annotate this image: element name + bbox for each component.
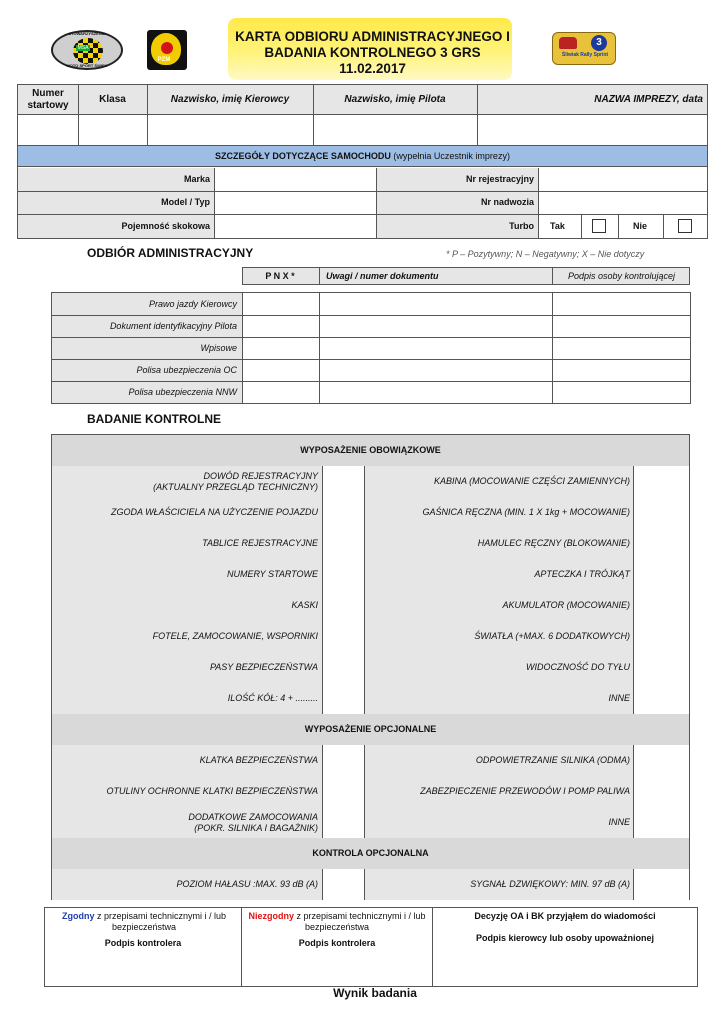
inspection-item-label: WIDOCZNOŚĆ DO TYŁU [525, 662, 630, 672]
divider [322, 621, 323, 652]
divider [319, 267, 320, 285]
nok-word: Niezgodny [248, 911, 294, 921]
vin-label: Nr nadwozia [480, 197, 534, 207]
inspection-item-label: APTECZKA I TRÓJKĄT [534, 569, 630, 579]
inspection-item-label: SYGNAŁ DZWIĘKOWY: MIN. 97 dB (A) [470, 879, 630, 889]
signature-table [44, 907, 698, 987]
divider [633, 776, 634, 807]
col-pnx: P N X * [265, 271, 295, 281]
inspection-item-label: GAŚNICA RĘCZNA (MIN. 1 X 1kg + MOCOWANIE) [422, 507, 630, 517]
turbo-yes-checkbox[interactable] [592, 219, 606, 233]
car-section-header [18, 146, 707, 167]
inspection-check-right[interactable] [633, 590, 689, 621]
nok-rest: z przepisami technicznymi i / lub bezpieczeństwa [293, 911, 426, 932]
divider [322, 497, 323, 528]
msa-checker-icon [73, 38, 103, 64]
inspection-title: BADANIE KONTROLNE [87, 412, 221, 426]
divider [322, 776, 323, 807]
col-sign: Podpis osoby kontrolującej [567, 271, 676, 281]
inspection-item-label: AKUMULATOR (MOCOWANIE) [502, 600, 630, 610]
rally-car-icon [559, 37, 577, 49]
inspection-check-left[interactable] [322, 590, 364, 621]
divider [633, 528, 634, 559]
divider [633, 621, 634, 652]
result-label: Wynik badania [333, 986, 417, 1000]
divider [364, 590, 365, 621]
divider [322, 590, 323, 621]
inspection-check-right[interactable] [633, 776, 689, 807]
decision-sign-label: Podpis kierowcy lub osoby upoważnionej [475, 933, 655, 943]
inspection-table [51, 434, 690, 900]
model-label: Model / Typ [161, 197, 210, 207]
event-input[interactable] [478, 116, 707, 145]
inspection-item-label: TABLICE REJESTRACYJNE [202, 538, 318, 548]
divider [319, 293, 320, 403]
admin-row-label: Wpisowe [200, 343, 237, 353]
admin-row-label: Prawo jazdy Kierowcy [148, 299, 237, 309]
divider [633, 559, 634, 590]
divider [618, 215, 619, 238]
inspection-check-left[interactable] [322, 869, 364, 900]
pzm-logo [147, 30, 187, 70]
col-event: NAZWA IMPREZY, data [594, 94, 703, 105]
ok-rest: z przepisami technicznymi i / lub bezpieczeństwa [94, 911, 227, 932]
divider [364, 683, 365, 714]
divider [242, 293, 243, 403]
ok-sign-label: Podpis kontrolera [104, 938, 182, 948]
turbo-no-checkbox[interactable] [678, 219, 692, 233]
title-date: 11.02.2017 [339, 61, 406, 76]
rally-logo [552, 32, 616, 65]
inspection-check-right[interactable] [633, 466, 689, 497]
inspection-item-label: INNE [608, 817, 630, 827]
turbo-label: Turbo [509, 221, 534, 231]
nok-sign-label: Podpis kontrolera [298, 938, 376, 948]
inspection-item-label: INNE [608, 693, 630, 703]
inspection-item-label: ODPOWIETRZANIE SILNIKA (ODMA) [475, 755, 630, 765]
driver-input[interactable] [148, 116, 313, 145]
divider [633, 869, 634, 900]
inspection-item-label: PASY BEZPIECZEŃSTWA [209, 662, 318, 672]
inspection-check-left[interactable] [322, 528, 364, 559]
pilot-input[interactable] [314, 116, 477, 145]
title-line1: KARTA ODBIORU ADMINISTRACYJNEGO I [235, 29, 510, 44]
divider [364, 621, 365, 652]
divider [52, 381, 690, 382]
divider [633, 652, 634, 683]
inspection-item-label: KLATKA BEZPIECZEŃSTWA [199, 755, 318, 765]
inspection-check-right[interactable] [633, 807, 689, 838]
admin-row-label: Dokument identyfikacyjny Pilota [109, 321, 237, 331]
inspection-check-right[interactable] [633, 559, 689, 590]
divider [364, 652, 365, 683]
inspection-check-right[interactable] [633, 652, 689, 683]
car-section-note: (wypełnia Uczestnik imprezy) [393, 151, 510, 161]
msa-logo-mid: MSA [77, 45, 89, 51]
car-section [17, 145, 708, 239]
divider [52, 315, 690, 316]
inspection-item-label: OTULINY OCHRONNE KLATKI BEZPIECZEŃSTWA [106, 786, 318, 796]
divider [364, 528, 365, 559]
inspection-item-label: ZABEZPIECZENIE PRZEWODÓW I POMP PALIWA [420, 786, 630, 796]
divider [633, 745, 634, 776]
rally-number: 3 [591, 35, 607, 51]
car-section-title: SZCZEGÓŁY DOTYCZĄCE SAMOCHODU [215, 151, 391, 161]
page-title [215, 29, 530, 77]
divider [364, 497, 365, 528]
inspection-check-left[interactable] [322, 652, 364, 683]
inspection-item-label: ŚWIATŁA (+MAX. 6 DODATKOWYCH) [474, 631, 630, 641]
inspection-item-label: NUMERY STARTOWE [226, 569, 318, 579]
admin-row-label: Polisa ubezpieczenia NNW [128, 387, 237, 397]
inspection-check-right[interactable] [633, 621, 689, 652]
inspection-check-left[interactable] [322, 807, 364, 838]
col-class: Klasa [99, 94, 126, 105]
start-number-input[interactable] [18, 116, 78, 145]
decision-text: Decyzję OA i BK przyjąłem do wiadomości [474, 911, 656, 921]
inspection-item-label: ZGODA WŁAŚCICIELA NA UŻYCZENIE POJAZDU [110, 507, 318, 517]
reg-no-input[interactable] [539, 168, 707, 191]
divider [364, 466, 365, 497]
rally-text: Śliwiak Rally Sprint [561, 52, 609, 58]
inspection-check-right[interactable] [633, 683, 689, 714]
inspection-item-label: DOWÓD REJESTRACYJNY (AKTUALNY PRZEGLĄD TECHNICZNY) [153, 470, 318, 492]
header [0, 0, 725, 84]
divider [322, 528, 323, 559]
divider [322, 745, 323, 776]
pzm-red-dot-icon [161, 42, 173, 54]
turbo-yes-label: Tak [550, 221, 565, 231]
inspection-check-right[interactable] [633, 869, 689, 900]
inspection-section-header: KONTROLA OPCJONALNA [52, 838, 689, 869]
admin-legend: * P – Pozytywny; N – Negatywny; X – Nie dotyczy [446, 249, 645, 259]
divider [322, 869, 323, 900]
inspection-check-right[interactable] [633, 528, 689, 559]
divider [364, 559, 365, 590]
make-input[interactable] [215, 168, 376, 191]
divider [52, 337, 690, 338]
inspection-check-left[interactable] [322, 466, 364, 497]
make-label: Marka [183, 174, 210, 184]
divider [322, 683, 323, 714]
divider [633, 807, 634, 838]
capacity-label: Pojemność skokowa [121, 221, 210, 231]
divider [364, 745, 365, 776]
ok-word: Zgodny [61, 911, 95, 921]
col-pilot: Nazwisko, imię Pilota [344, 94, 446, 105]
participant-table [17, 84, 708, 146]
title-line2: BADANIA KONTROLNEGO 3 GRS [264, 45, 481, 60]
divider [633, 590, 634, 621]
class-input[interactable] [79, 116, 147, 145]
nok-text [245, 911, 429, 933]
inspection-check-left[interactable] [322, 621, 364, 652]
divider [633, 497, 634, 528]
divider [552, 293, 553, 403]
divider [633, 466, 634, 497]
divider [663, 215, 664, 238]
divider [52, 359, 690, 360]
admin-title: ODBIÓR ADMINISTRACYJNY [87, 246, 254, 260]
inspection-item-label: HAMULEC RĘCZNY (BLOKOWANIE) [477, 538, 630, 548]
divider [364, 776, 365, 807]
model-input[interactable] [215, 192, 376, 214]
inspection-check-left[interactable] [322, 683, 364, 714]
turbo-no-label: Nie [633, 221, 648, 231]
inspection-check-left[interactable] [322, 559, 364, 590]
admin-table [51, 292, 691, 404]
inspection-item-label: KASKI [291, 600, 318, 610]
inspection-item-label: DODATKOWE ZAMOCOWANIA (POKR. SILNIKA I BAGAŻNIK) [188, 811, 318, 833]
msa-logo [51, 30, 123, 70]
col-driver: Nazwisko, imię Kierowcy [170, 94, 290, 105]
divider [322, 652, 323, 683]
divider [322, 559, 323, 590]
inspection-item-label: POZIOM HAŁASU :MAX. 93 dB (A) [176, 879, 318, 889]
capacity-input[interactable] [215, 215, 376, 238]
col-notes: Uwagi / numer dokumentu [326, 271, 439, 281]
divider [364, 869, 365, 900]
admin-row-label: Polisa ubezpieczenia OC [136, 365, 237, 375]
inspection-check-right[interactable] [633, 745, 689, 776]
inspection-section-header: WYPOSAŻENIE OPCJONALNE [52, 714, 689, 745]
divider [633, 683, 634, 714]
inspection-check-left[interactable] [322, 745, 364, 776]
inspection-check-left[interactable] [322, 497, 364, 528]
inspection-item-label: KABINA (MOCOWANIE CZĘŚCI ZAMIENNYCH) [433, 476, 630, 486]
ok-text [49, 911, 239, 933]
inspection-section-header: WYPOSAŻENIE OBOWIĄZKOWE [52, 435, 689, 466]
vin-input[interactable] [539, 192, 707, 214]
inspection-item-label: ILOŚĆ KÓŁ: 4 + ......... [227, 693, 318, 703]
inspection-check-left[interactable] [322, 776, 364, 807]
divider [364, 807, 365, 838]
divider [322, 807, 323, 838]
divider [581, 215, 582, 238]
col-start-number: Numer startowy [27, 88, 69, 111]
pzm-label: PZM [157, 57, 171, 63]
inspection-item-label: FOTELE, ZAMOCOWANIE, WSPORNIKI [152, 631, 318, 641]
msa-logo-bottom: MOTO SPORT ŚWIEK [66, 63, 108, 68]
reg-no-label: Nr rejestracyjny [465, 174, 534, 184]
inspection-check-right[interactable] [633, 497, 689, 528]
divider [322, 466, 323, 497]
msa-logo-top: STOWARZYSZENIE [68, 31, 106, 36]
